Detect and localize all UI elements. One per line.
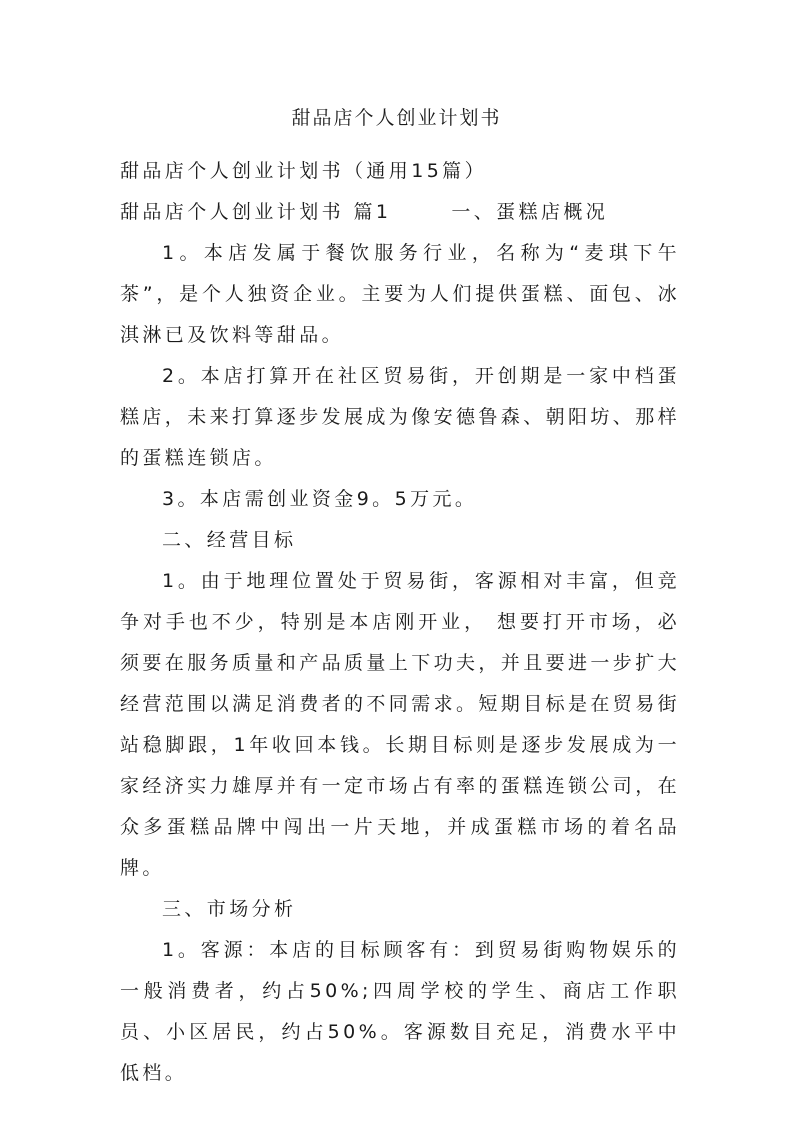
document-title: 甜品店个人创业计划书 xyxy=(291,107,502,129)
paragraph: 1。本店发属于餐饮服务行业，名称为“麦琪下午茶”，是个人独资企业。主要为人们提供蛋糕、面包、冰淇淋已及饮料等甜品。 xyxy=(120,242,680,346)
section-heading: 三、市场分析 xyxy=(162,898,297,920)
document-body xyxy=(120,151,680,1094)
paragraph: 3。本店需创业资金9。5万元。 xyxy=(162,488,478,510)
section-heading-part: 篇1 xyxy=(353,201,392,223)
document-subtitle: 甜品店个人创业计划书（通用15篇） xyxy=(120,160,487,182)
paragraph: 1。客源：本店的目标顾客有：到贸易街购物娱乐的一般消费者，约占50%;四周学校的学生、商店工作职员、小区居民，约占50%。客源数目充足，消费水平中低档。 xyxy=(120,939,680,1084)
paragraph: 1。由于地理位置处于贸易街，客源相对丰富，但竞争对手也不少，特别是本店刚开业， 想要打开市场，必须要在服务质量和产品质量上下功夫，并且要进一步扩大经营范围以满足消费者的不同需求。短期目标是在贸易街站稳脚跟，1年收回本钱。长期目标则是逐步发展成为一家经济实力雄厚并有一定市场占有率的蛋糕连锁公司，在众多蛋糕品牌中闯出一片天地，并成蛋糕市场的着名品牌。 xyxy=(120,570,681,879)
paragraph: 2。本店打算开在社区贸易街，开创期是一家中档蛋糕店，未来打算逐步发展成为像安德鲁森、朝阳坊、那样的蛋糕连锁店。 xyxy=(120,365,681,469)
section-heading-line xyxy=(120,192,680,233)
section-heading: 二、经营目标 xyxy=(162,529,297,551)
section-first-heading: 一、蛋糕店概况 xyxy=(451,201,609,223)
section-heading-label: 甜品店个人创业计划书 xyxy=(120,201,345,223)
